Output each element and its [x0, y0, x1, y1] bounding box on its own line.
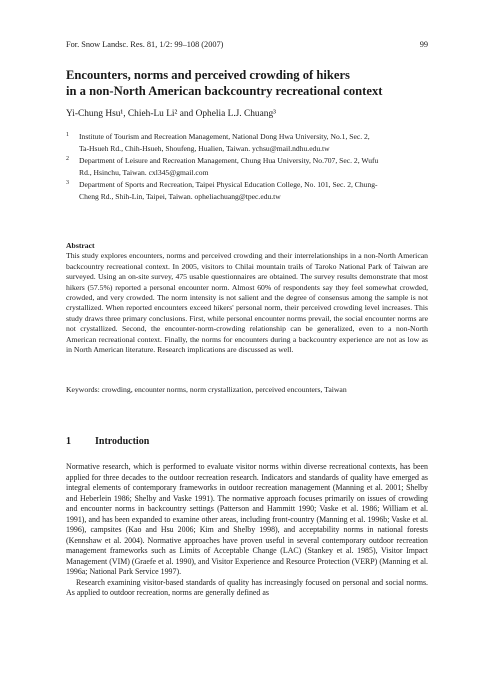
- abstract-text: This study explores encounters, norms and perceived crowding and their interrelationships in a non-North American backcountry recreational context. In 2005, visitors to Chilai mountain trails of Taroko National Park of Taiwan are surveyed. Using an on-site survey, 475 usable questionnaires are obtained. The survey results demonstrate that most hikers (57.5%) reported a personal encounter norm. Almost 60% of respondents say they feel somewhat crowded, crowded, and very crowded. The norm intensity is not salient and the degree of consensus among the sample is not crystallized. When reported encounters exceed hikers' personal norm, their perceived crowding level increases. This study draws three primary conclusions. First, while personal encounter norms prevail, the social encounter norms are not crystallized. Second, the encounter-norm-crowding relationship can be generalized, even to a non-North American recreational context. Finally, the norms for encounters during a backcountry experience are not as low as in North American literature. Research implications are discussed as well.: [66, 251, 428, 355]
- affiliation-line: Ta-Hsueh Rd., Chih-Hsueh, Shoufeng, Hualien, Taiwan. ychsu@mail.ndhu.edu.tw: [79, 143, 330, 153]
- affiliation-number: 2: [66, 156, 69, 163]
- paragraph: Research examining visitor-based standards of quality has increasingly focused on personal and social norms. As applied to outdoor recreation, norms are generally defined as: [66, 577, 428, 597]
- affiliation-line: Cheng Rd., Shih-Lin, Taipei, Taiwan. opheliachuang@tpec.edu.tw: [79, 191, 281, 201]
- affiliation-3: [66, 179, 438, 202]
- section-number: 1: [66, 436, 71, 447]
- affiliation-line: Department of Leisure and Recreation Management, Chung Hua University, No.707, Sec. 2, Wufu: [79, 156, 379, 166]
- running-head: [66, 40, 428, 49]
- title-line-1: Encounters, norms and perceived crowding of hikers: [66, 68, 350, 82]
- page-number: 99: [419, 40, 428, 49]
- paragraph: Normative research, which is performed to evaluate visitor norms within diverse recreational contexts, has been applied for three decades to the outdoor recreation research. Indicators and standards of quality have emerged as integral elements of contemporary frameworks in outdoor recreation management (Manning et al. 2001; Shelby and Heberlein 1986; Shelby and Vaske 1991). The normative approach focuses primarily on issues of crowding and encounter norms in backcountry settings (Patterson and Hammitt 1990; Vaske et al. 1986; William et al. 1991), and has been expanded to examine other areas, including front-country (Manning et al. 1996b; Vaske et al. 1996), campsites (Kao and Hsu 2006; Kim and Shelby 1998), and acceptability norms in national forests (Kennshaw et al. 2004). Normative approaches have proven useful in several contemporary outdoor recreation management frameworks such as Limits of Acceptable Change (LAC) (Stankey et al. 1985), Visitor Impact Management (VIM) (Graefe et al. 1990), and Visitor Experience and Resource Protection (VERP) (Manning et al. 1996a; National Park Service 1997).: [66, 462, 428, 576]
- affiliation-line: Institute of Tourism and Recreation Management, National Dong Hwa University, No.1, Sec. 2,: [79, 132, 370, 141]
- affiliation-1: [66, 131, 438, 154]
- author-list: Yi-Chung Hsu¹, Chieh-Lu Li² and Ophelia L.J. Chuang³: [66, 109, 276, 119]
- affiliations: [66, 131, 438, 204]
- affiliation-line: Department of Sports and Recreation, Taipei Physical Education College, No. 101, Sec. 2, Chung-: [79, 180, 378, 190]
- section-heading: [66, 436, 428, 447]
- abstract: [66, 241, 428, 355]
- affiliation-line: Rd., Hsinchu, Taiwan. cxl345@gmail.com: [79, 167, 209, 177]
- affiliation-number: 3: [66, 180, 69, 187]
- section-title: Introduction: [95, 436, 150, 447]
- affiliation-number: 1: [66, 132, 69, 138]
- journal-citation: For. Snow Landsc. Res. 81, 1/2: 99–108 (2007): [66, 40, 224, 49]
- article-title: [66, 68, 446, 99]
- keywords: Keywords: crowding, encounter norms, norm crystallization, perceived encounters, Taiwan: [66, 385, 347, 394]
- body-text: [66, 462, 428, 599]
- affiliation-2: [66, 155, 438, 178]
- abstract-heading: Abstract: [66, 241, 95, 250]
- title-line-2: in a non-North American backcountry recreational context: [66, 83, 383, 98]
